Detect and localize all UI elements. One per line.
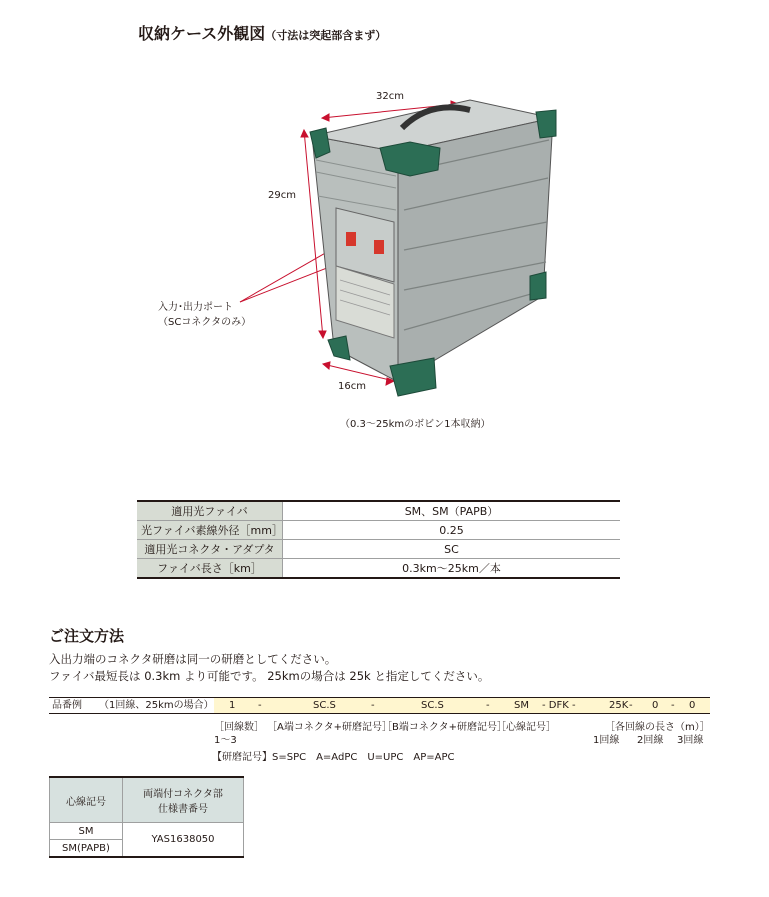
segment-sep: - bbox=[629, 700, 633, 711]
table-row bbox=[137, 521, 620, 540]
segment-dfk: - DFK - bbox=[542, 700, 576, 711]
part-number-example bbox=[49, 697, 710, 714]
spec-value: SC bbox=[283, 540, 621, 559]
example-note: （1回線、25kmの場合） bbox=[99, 700, 214, 711]
segment-length2: 0 bbox=[652, 700, 659, 711]
segment-core: SM bbox=[514, 700, 529, 711]
core-code: SM(PAPB) bbox=[50, 840, 123, 858]
spec-value: 0.25 bbox=[283, 521, 621, 540]
depth-dimension-label: 16cm bbox=[338, 381, 366, 392]
polish-code-note: 【研磨記号】S=SPC A=AdPC U=UPC AP=APC bbox=[212, 752, 455, 763]
legend-length-1: 1回線 bbox=[593, 735, 620, 746]
segment-length1: 25K bbox=[609, 700, 629, 711]
table-row bbox=[137, 501, 620, 521]
table-row bbox=[137, 540, 620, 559]
spec-key: 光ファイバ素線外径［mm］ bbox=[137, 521, 283, 540]
core-header-spec bbox=[123, 777, 244, 823]
legend-core: ［心線記号］ bbox=[496, 722, 556, 733]
photo-caption: （0.3～25kmのボビン1本収納） bbox=[340, 419, 491, 430]
legend-length: ［各回線の長さ（m）］ bbox=[605, 722, 710, 733]
legend-b-end: ［B端コネクタ+研磨記号］ bbox=[382, 722, 508, 733]
table-row bbox=[137, 559, 620, 579]
segment-sep: - bbox=[671, 700, 675, 711]
segment-length3: 0 bbox=[689, 700, 696, 711]
segment-a-end: SC.S bbox=[313, 700, 336, 711]
legend-lines: ［回線数］ bbox=[214, 722, 264, 733]
segment-sep: - bbox=[258, 700, 262, 711]
core-header-spec-line1: 両端付コネクタ部 bbox=[143, 789, 223, 800]
core-table bbox=[49, 776, 244, 858]
core-spec-number: YAS1638050 bbox=[123, 823, 244, 858]
segment-sep: - bbox=[486, 700, 490, 711]
title-text: 収納ケース外観図 bbox=[138, 24, 266, 43]
spec-value: 0.3km～25km／本 bbox=[283, 559, 621, 579]
height-dimension-label: 29cm bbox=[268, 190, 296, 201]
order-text-line1: 入出力端のコネクタ研磨は同一の研磨としてください。 bbox=[49, 652, 337, 666]
spec-key: 適用光コネクタ・アダプタ bbox=[137, 540, 283, 559]
order-text-line2: ファイバ最短長は 0.3km より可能です。 25kmの場合は 25k と指定してください。 bbox=[49, 669, 490, 683]
segment-lines: 1 bbox=[229, 700, 236, 711]
case-photo bbox=[0, 0, 769, 440]
legend-lines-range: 1～3 bbox=[214, 735, 237, 746]
legend-length-2: 2回線 bbox=[637, 735, 664, 746]
segment-sep: - bbox=[371, 700, 375, 711]
table-row bbox=[50, 777, 244, 823]
spec-key: ファイバ長さ［km］ bbox=[137, 559, 283, 579]
spec-value: SM、SM（PAPB） bbox=[283, 501, 621, 521]
spec-table bbox=[137, 500, 620, 579]
port-label-note: （SCコネクタのみ） bbox=[158, 317, 252, 328]
table-row bbox=[50, 823, 244, 840]
core-code: SM bbox=[50, 823, 123, 840]
segment-b-end: SC.S bbox=[421, 700, 444, 711]
core-header-code: 心線記号 bbox=[50, 777, 123, 823]
example-label: 品番例 bbox=[52, 700, 82, 711]
legend-length-3: 3回線 bbox=[677, 735, 704, 746]
title-note: （寸法は突起部含まず） bbox=[265, 29, 387, 42]
width-dimension-label: 32cm bbox=[376, 91, 404, 102]
order-heading: ご注文方法 bbox=[49, 627, 125, 645]
port-label: 入力･出力ポート bbox=[158, 302, 233, 313]
legend-a-end: ［A端コネクタ+研磨記号］ bbox=[267, 722, 393, 733]
core-header-spec-line2: 仕様書番号 bbox=[158, 804, 208, 815]
spec-key: 適用光ファイバ bbox=[137, 501, 283, 521]
part-number-highlight bbox=[214, 698, 710, 713]
